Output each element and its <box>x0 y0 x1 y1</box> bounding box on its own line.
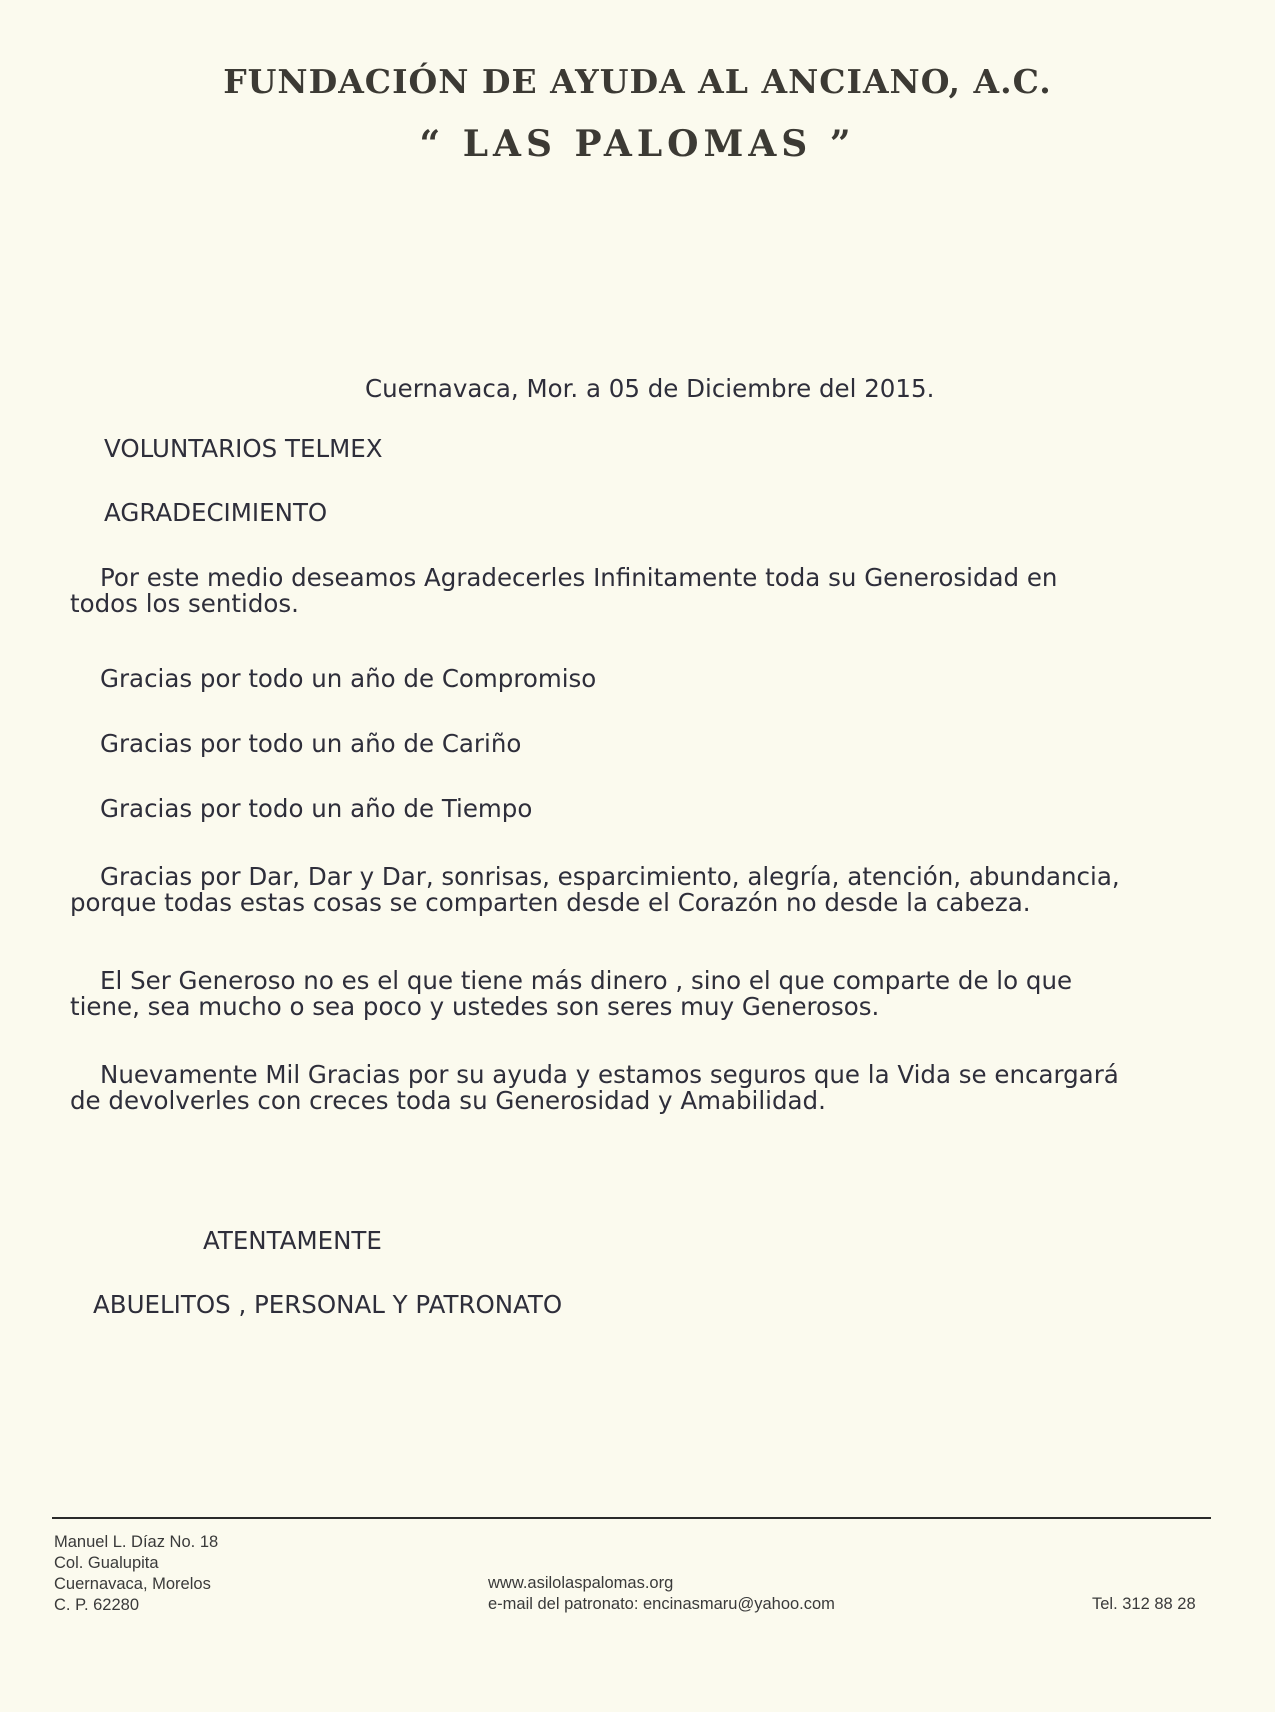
paragraph-carino: Gracias por todo un año de Cariño <box>100 729 522 758</box>
phone-number: Tel. 312 88 28 <box>1092 1595 1196 1613</box>
organization-name: FUNDACIÓN DE AYUDA AL ANCIANO, A.C. <box>223 62 1052 101</box>
footer-contact <box>488 1573 835 1615</box>
footer-address <box>54 1532 218 1616</box>
organization-alias: “ LAS PALOMAS ” <box>419 123 856 165</box>
signatories: ABUELITOS , PERSONAL Y PATRONATO <box>93 1290 563 1319</box>
paragraph-ser-generoso: El Ser Generoso no es el que tiene más dinero , sino el que comparte de lo que tiene, sea mucho o sea poco y ustedes son seres muy Generosos. <box>70 966 1073 1021</box>
paragraph-compromiso: Gracias por todo un año de Compromiso <box>100 664 597 693</box>
subject: AGRADECIMIENTO <box>104 498 328 527</box>
address-street: Manuel L. Díaz No. 18 <box>54 1533 219 1551</box>
paragraph-tiempo: Gracias por todo un año de Tiempo <box>100 794 533 823</box>
email-line[interactable]: e-mail del patronato: encinasmaru@yahoo.com <box>488 1595 835 1613</box>
paragraph-mil-gracias: Nuevamente Mil Gracias por su ayuda y estamos seguros que la Vida se encargará de devolverles con creces toda su Generosidad y Amabilidad. <box>70 1060 1119 1115</box>
paragraph-dar: Gracias por Dar, Dar y Dar, sonrisas, esparcimiento, alegría, atención, abundancia, porque todas estas cosas se comparten desde el Corazón no desde la cabeza. <box>70 862 1120 917</box>
website-link[interactable]: www.asilolaspalomas.org <box>488 1574 674 1592</box>
address-colony: Col. Gualupita <box>54 1554 159 1572</box>
address-postal-code: C. P. 62280 <box>54 1596 140 1614</box>
address-city: Cuernavaca, Morelos <box>54 1575 211 1593</box>
closing: ATENTAMENTE <box>203 1226 382 1255</box>
recipient: VOLUNTARIOS TELMEX <box>104 434 383 463</box>
footer-divider <box>52 1517 1211 1519</box>
paragraph-intro: Por este medio deseamos Agradecerles Infinitamente toda su Generosidad en todos los sentidos. <box>70 563 1058 618</box>
date-line: Cuernavaca, Mor. a 05 de Diciembre del 2015. <box>365 374 935 403</box>
